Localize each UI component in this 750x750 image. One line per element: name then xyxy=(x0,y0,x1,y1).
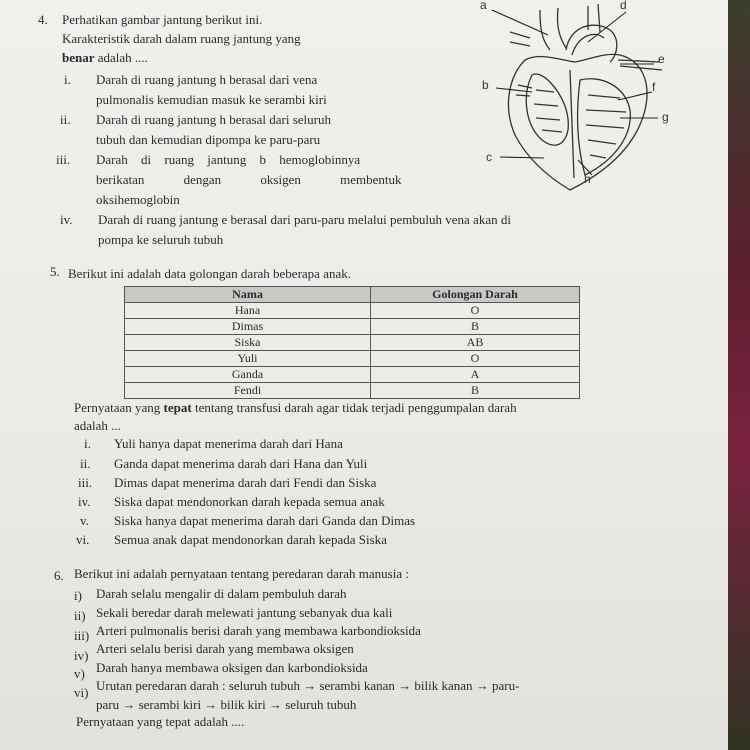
q4-stem-line1: Perhatikan gambar jantung berikut ini. xyxy=(62,12,263,27)
cell-blood-type: B xyxy=(371,319,580,335)
q5-option-iii: Dimas dapat menerima darah dari Fendi dan Siska xyxy=(114,475,377,490)
q4-option-i-line2: pulmonalis kemudian masuk ke serambi kiri xyxy=(96,92,327,107)
diagram-label-f: f xyxy=(652,80,656,94)
q4-option-number: iv. xyxy=(60,212,73,227)
q5-option-ii: Ganda dapat menerima darah dari Hana dan Yuli xyxy=(114,456,368,471)
cell-blood-type: AB xyxy=(371,335,580,351)
background-edge xyxy=(728,0,750,750)
q4-option-i-line1: Darah di ruang jantung h berasal dari vena xyxy=(96,72,318,87)
q6-option-number: iii) xyxy=(74,628,90,643)
diagram-label-a: a xyxy=(480,0,487,12)
cell-name: Siska xyxy=(125,335,371,351)
table-row xyxy=(125,383,580,399)
table-header-row xyxy=(125,287,580,303)
q6-option-number: i) xyxy=(74,588,82,603)
cell-blood-type: O xyxy=(371,303,580,319)
q5-option-number: iv. xyxy=(78,494,91,509)
cell-name: Fendi xyxy=(125,383,371,399)
q6-option-vi-line1: Urutan peredaran darah : seluruh tubuh → serambi kanan → bilik kanan → paru- xyxy=(96,678,520,693)
q6-option-vi-line2: paru → serambi kiri → bilik kiri → seluruh tubuh xyxy=(96,697,357,712)
table-header-name: Nama xyxy=(125,287,371,303)
q6-option-v: Darah hanya membawa oksigen dan karbondioksida xyxy=(96,660,368,675)
q4-number: 4. xyxy=(38,12,48,27)
q5-option-v: Siska hanya dapat menerima darah dari Ganda dan Dimas xyxy=(114,513,416,528)
table-row xyxy=(125,335,580,351)
q4-stem-line2: Karakteristik darah dalam ruang jantung yang xyxy=(62,31,301,46)
q4-option-iii-line1: Darah di ruang jantung b hemoglobinnya xyxy=(96,152,361,167)
diagram-label-e: e xyxy=(658,52,665,66)
cell-name: Dimas xyxy=(125,319,371,335)
heart-diagram xyxy=(470,0,690,200)
q5-option-number: i. xyxy=(84,436,91,451)
q6-option-number: vi) xyxy=(74,685,89,700)
q6-option-iii: Arteri pulmonalis berisi darah yang membawa karbondioksida xyxy=(96,623,421,638)
q6-option-ii: Sekali beredar darah melewati jantung sebanyak dua kali xyxy=(96,605,393,620)
q4-option-number: i. xyxy=(64,72,71,87)
q4-stem-bold: benar xyxy=(62,50,95,65)
q4-stem-rest: adalah .... xyxy=(94,50,148,65)
diagram-label-h: h xyxy=(584,172,591,186)
q5-option-number: iii. xyxy=(78,475,93,490)
diagram-label-c: c xyxy=(486,150,492,164)
q5-option-number: v. xyxy=(80,513,89,528)
q6-option-iv: Arteri selalu berisi darah yang membawa oksigen xyxy=(96,641,354,656)
cell-name: Yuli xyxy=(125,351,371,367)
cell-blood-type: O xyxy=(371,351,580,367)
q5-option-number: vi. xyxy=(76,532,90,547)
q4-option-ii-line1: Darah di ruang jantung h berasal dari seluruh xyxy=(96,112,332,127)
q6-option-i: Darah selalu mengalir di dalam pembuluh darah xyxy=(96,586,347,601)
cell-name: Hana xyxy=(125,303,371,319)
q5-option-vi: Semua anak dapat mendonorkan darah kepada Siska xyxy=(114,532,387,547)
table-row xyxy=(125,351,580,367)
q5-question-line2: adalah ... xyxy=(74,418,121,433)
cell-blood-type: B xyxy=(371,383,580,399)
diagram-label-g: g xyxy=(662,110,669,124)
table-row xyxy=(125,367,580,383)
q5-option-iv: Siska dapat mendonorkan darah kepada semua anak xyxy=(114,494,385,509)
q4-option-ii-line2: tubuh dan kemudian dipompa ke paru-paru xyxy=(96,132,321,147)
q6-option-number: iv) xyxy=(74,648,89,663)
q5-option-i: Yuli hanya dapat menerima darah dari Hana xyxy=(114,436,343,451)
diagram-label-b: b xyxy=(482,78,489,92)
q4-option-number: iii. xyxy=(56,152,71,167)
q4-option-iv-line1: Darah di ruang jantung e berasal dari paru-paru melalui pembuluh vena akan di xyxy=(98,212,511,227)
heart-illustration xyxy=(470,0,690,200)
q4-option-iii-line2: berikatan dengan oksigen membentuk xyxy=(96,172,402,187)
q4-option-number: ii. xyxy=(60,112,71,127)
q6-number: 6. xyxy=(54,568,64,583)
q6-option-number: v) xyxy=(74,666,85,681)
q5-number: 5. xyxy=(50,264,60,279)
q4-option-iv-line2: pompa ke seluruh tubuh xyxy=(98,232,224,247)
q5-option-number: ii. xyxy=(80,456,91,471)
blood-type-table xyxy=(124,286,580,399)
q6-option-number: ii) xyxy=(74,608,86,623)
table-header-blood-type: Golongan Darah xyxy=(371,287,580,303)
q4-option-iii-line3: oksihemoglobin xyxy=(96,192,180,207)
table-row xyxy=(125,303,580,319)
q6-closing: Pernyataan yang tepat adalah .... xyxy=(76,714,245,729)
q6-stem: Berikut ini adalah pernyataan tentang peredaran darah manusia : xyxy=(74,566,409,581)
table-row xyxy=(125,319,580,335)
q5-question-post: tentang transfusi darah agar tidak terjadi penggumpalan darah xyxy=(191,400,517,415)
q4-stem-line3 xyxy=(62,50,148,66)
diagram-label-d: d xyxy=(620,0,627,12)
cell-blood-type: A xyxy=(371,367,580,383)
q5-stem: Berikut ini adalah data golongan darah beberapa anak. xyxy=(68,266,351,281)
q5-question-bold: tepat xyxy=(163,400,192,415)
q5-question-line1 xyxy=(74,400,517,416)
cell-name: Ganda xyxy=(125,367,371,383)
q5-question-pre: Pernyataan yang xyxy=(74,400,164,415)
